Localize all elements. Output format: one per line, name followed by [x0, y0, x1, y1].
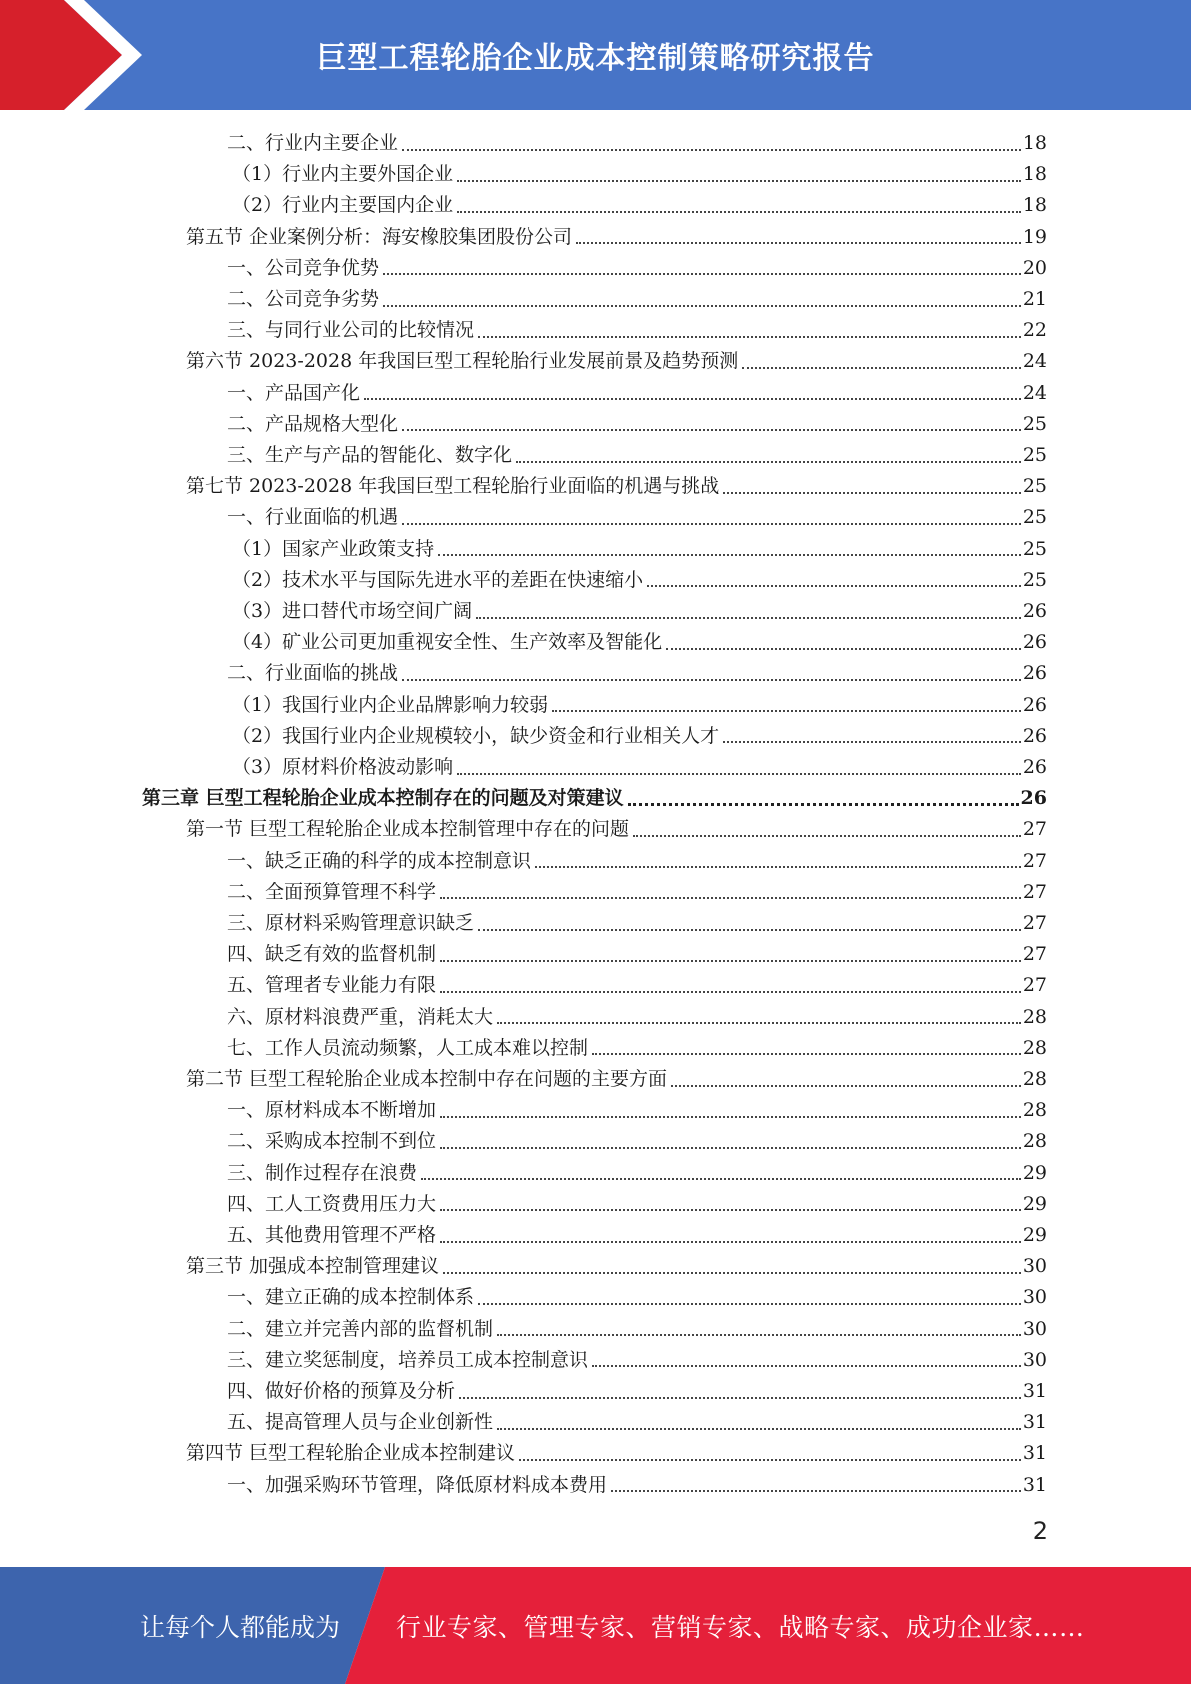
toc-entry-page: 25: [1022, 412, 1047, 435]
footer-banner: [0, 1567, 1191, 1684]
toc-entry-page: 27: [1022, 818, 1047, 841]
page-number: 2: [1032, 1517, 1048, 1545]
dot-leader: [402, 679, 1021, 681]
toc-entry[interactable]: [227, 1345, 1047, 1376]
toc-entry-page: 25: [1022, 568, 1047, 591]
toc-entry-page: 29: [1022, 1161, 1047, 1184]
dot-leader: [519, 1459, 1021, 1461]
toc-entry-label: 二、建立并完善内部的监督机制: [227, 1317, 494, 1340]
toc-entry[interactable]: [227, 253, 1047, 284]
dot-leader: [576, 242, 1021, 244]
report-header: [0, 0, 1191, 110]
dot-leader: [497, 1334, 1021, 1336]
toc-entry[interactable]: [227, 846, 1047, 877]
toc-entry-label: 第四节 巨型工程轮胎企业成本控制建议: [186, 1442, 516, 1465]
toc-entry[interactable]: [232, 159, 1047, 190]
toc-entry-label: 第二节 巨型工程轮胎企业成本控制中存在问题的主要方面: [186, 1068, 668, 1090]
dot-leader: [440, 1209, 1021, 1211]
dot-leader: [592, 1053, 1021, 1055]
toc-entry-label: （3）原材料价格波动影响: [232, 756, 454, 778]
toc-entry[interactable]: [227, 1158, 1047, 1189]
dot-leader: [476, 617, 1021, 619]
toc-entry-page: 25: [1022, 475, 1047, 498]
dot-leader: [440, 1241, 1021, 1243]
toc-entry[interactable]: [232, 690, 1047, 721]
toc-entry-label: 一、原材料成本不断增加: [227, 1099, 437, 1122]
dot-leader: [440, 960, 1021, 962]
dot-leader: [671, 1085, 1021, 1087]
dot-leader: [440, 897, 1021, 899]
toc-entry-page: 27: [1022, 912, 1047, 934]
toc-entry-page: 27: [1022, 880, 1047, 903]
dot-leader: [497, 1428, 1021, 1430]
toc-entry-page: 30: [1022, 1286, 1047, 1309]
toc-entry-label: （2）技术水平与国际先进水平的差距在快速缩小: [232, 568, 644, 591]
chevron-arrow-icon: [0, 0, 160, 110]
dot-leader: [478, 929, 1021, 931]
toc-section-entry[interactable]: [186, 814, 1047, 845]
toc-entry[interactable]: [227, 1033, 1047, 1064]
toc-entry-page: 22: [1022, 319, 1047, 342]
toc-entry[interactable]: [227, 1407, 1047, 1438]
dot-leader: [723, 492, 1021, 494]
toc-entry[interactable]: [227, 970, 1047, 1001]
toc-entry-page: 29: [1022, 1224, 1047, 1246]
toc-entry-page: 26: [1022, 600, 1047, 622]
dot-leader: [438, 554, 1021, 556]
toc-entry[interactable]: [227, 1189, 1047, 1220]
toc-entry-label: 三、建立奖惩制度，培养员工成本控制意识: [227, 1348, 589, 1371]
dot-leader: [364, 398, 1021, 400]
toc-entry[interactable]: [227, 502, 1047, 533]
toc-entry-page: 28: [1022, 1068, 1047, 1090]
dot-leader: [611, 1490, 1021, 1492]
toc-entry-page: 31: [1022, 1411, 1047, 1434]
toc-entry[interactable]: [227, 1314, 1047, 1345]
toc-entry[interactable]: [232, 596, 1047, 627]
dot-leader: [478, 1303, 1021, 1305]
toc-entry-page: 30: [1022, 1317, 1047, 1340]
toc-entry[interactable]: [232, 721, 1047, 752]
dot-leader: [383, 305, 1021, 307]
toc-entry-label: 一、建立正确的成本控制体系: [227, 1286, 475, 1309]
dot-leader: [628, 803, 1019, 806]
toc-entry-label: 五、提高管理人员与企业创新性: [227, 1411, 494, 1434]
dot-leader: [459, 1397, 1021, 1399]
toc-entry-page: 26: [1022, 756, 1047, 778]
footer-slogan-left: 让每个人都能成为: [140, 1612, 341, 1642]
toc-entry-label: 三、与同行业公司的比较情况: [227, 319, 475, 342]
toc-entry[interactable]: [232, 627, 1047, 658]
toc-entry[interactable]: [227, 908, 1047, 939]
toc-entry-label: （3）进口替代市场空间广阔: [232, 600, 473, 622]
toc-entry-page: 30: [1022, 1348, 1047, 1371]
toc-entry-label: 一、加强采购环节管理，降低原材料成本费用: [227, 1473, 608, 1496]
dot-leader: [535, 866, 1021, 868]
toc-entry[interactable]: [227, 128, 1047, 159]
toc-entry-page: 26: [1022, 724, 1047, 747]
toc-entry-label: 第五节 企业案例分析：海安橡胶集团股份公司: [186, 225, 573, 248]
toc-entry-label: （2）行业内主要国内企业: [232, 194, 454, 217]
dot-leader: [592, 1365, 1021, 1367]
toc-entry-page: 30: [1022, 1255, 1047, 1278]
toc-entry-page: 18: [1022, 132, 1047, 154]
toc-entry[interactable]: [232, 534, 1047, 565]
toc-entry-page: 20: [1022, 256, 1047, 279]
toc-entry-label: 二、行业面临的挑战: [227, 662, 399, 685]
toc-entry-page: 31: [1022, 1442, 1047, 1465]
toc-entry[interactable]: [227, 315, 1047, 346]
toc-entry-page: 26: [1022, 662, 1047, 685]
toc-entry-label: 三、制作过程存在浪费: [227, 1161, 418, 1184]
dot-leader: [723, 741, 1021, 743]
toc-entry-label: 第七节 2023-2028 年我国巨型工程轮胎行业面临的机遇与挑战: [186, 475, 720, 498]
toc-section-entry[interactable]: [186, 222, 1047, 253]
toc-entry-page: 26: [1022, 693, 1047, 716]
dot-leader: [402, 429, 1021, 431]
dot-leader: [402, 523, 1021, 525]
toc-entry-page: 25: [1022, 506, 1047, 529]
toc-entry-label: 一、产品国产化: [227, 381, 361, 404]
dot-leader: [440, 1116, 1021, 1118]
toc-entry[interactable]: [227, 1220, 1047, 1251]
toc-entry-page: 25: [1022, 537, 1047, 560]
toc-entry[interactable]: [227, 440, 1047, 471]
report-title: 巨型工程轮胎企业成本控制策略研究报告: [316, 41, 875, 76]
dot-leader: [633, 835, 1021, 837]
dot-leader: [497, 1022, 1021, 1024]
toc-entry[interactable]: [227, 409, 1047, 440]
dot-leader: [457, 773, 1021, 775]
dot-leader: [440, 1147, 1021, 1149]
toc-entry-page: 25: [1022, 444, 1047, 466]
dot-leader: [552, 710, 1021, 712]
toc-entry[interactable]: [227, 877, 1047, 908]
toc-entry-page: 27: [1022, 974, 1047, 997]
footer-slogan-right: 行业专家、管理专家、营销专家、战略专家、成功企业家……: [396, 1612, 1085, 1642]
toc-entry[interactable]: [227, 378, 1047, 409]
toc-entry-label: 四、做好价格的预算及分析: [227, 1380, 456, 1402]
toc-entry-page: 28: [1022, 1099, 1047, 1122]
toc-entry-page: 27: [1022, 849, 1047, 872]
dot-leader: [457, 180, 1021, 182]
toc-section-entry[interactable]: [186, 1064, 1047, 1095]
toc-entry[interactable]: [227, 658, 1047, 689]
toc-entry-label: 一、缺乏正确的科学的成本控制意识: [227, 849, 532, 872]
dot-leader: [402, 149, 1021, 151]
dot-leader: [647, 585, 1021, 587]
toc-entry-label: 七、工作人员流动频繁，人工成本难以控制: [227, 1036, 589, 1059]
toc-section-entry[interactable]: [186, 346, 1047, 377]
toc-entry-page: 31: [1022, 1473, 1047, 1496]
toc-entry-page: 24: [1022, 381, 1047, 404]
toc-entry-label: 二、全面预算管理不科学: [227, 880, 437, 903]
dot-leader: [440, 991, 1021, 993]
toc-entry-page: 18: [1022, 194, 1047, 217]
toc-entry[interactable]: [227, 939, 1047, 970]
toc-entry[interactable]: [227, 1470, 1047, 1501]
toc-entry[interactable]: [232, 565, 1047, 596]
toc-entry-label: 第一节 巨型工程轮胎企业成本控制管理中存在的问题: [186, 818, 630, 841]
dot-leader: [666, 648, 1021, 650]
dot-leader: [383, 273, 1021, 275]
toc-entry-label: （4）矿业公司更加重视安全性、生产效率及智能化: [232, 631, 663, 654]
toc-section-entry[interactable]: [186, 471, 1047, 502]
toc-section-entry[interactable]: [186, 1438, 1047, 1469]
toc-entry-page: 21: [1022, 288, 1047, 310]
toc-entry-page: 31: [1022, 1380, 1047, 1402]
toc-entry-page: 28: [1022, 1130, 1047, 1153]
toc-entry[interactable]: [227, 1376, 1047, 1407]
dot-leader: [457, 211, 1021, 213]
toc-entry-label: 一、行业面临的机遇: [227, 506, 399, 529]
toc-entry-label: 四、工人工资费用压力大: [227, 1192, 437, 1215]
toc-entry-page: 18: [1022, 163, 1047, 186]
dot-leader: [742, 367, 1021, 369]
toc-entry-label: 六、原材料浪费严重，消耗太大: [227, 1005, 494, 1028]
dot-leader: [516, 461, 1021, 463]
toc-entry-label: 四、缺乏有效的监督机制: [227, 943, 437, 966]
dot-leader: [421, 1178, 1021, 1180]
toc-entry-page: 27: [1022, 943, 1047, 966]
toc-entry-page: 29: [1022, 1192, 1047, 1215]
toc-entry[interactable]: [232, 190, 1047, 221]
toc-entry-label: 三、原材料采购管理意识缺乏: [227, 912, 475, 934]
toc-entry-label: 第三节 加强成本控制管理建议: [186, 1255, 440, 1278]
toc-entry-label: 三、生产与产品的智能化、数字化: [227, 444, 513, 466]
toc-entry-page: 24: [1022, 350, 1047, 373]
toc-entry-label: （2）我国行业内企业规模较小，缺少资金和行业相关人才: [232, 724, 720, 747]
toc-entry-label: 第六节 2023-2028 年我国巨型工程轮胎行业发展前景及趋势预测: [186, 350, 739, 373]
toc-entry[interactable]: [227, 1282, 1047, 1313]
toc-entry-label: 二、公司竞争劣势: [227, 288, 380, 310]
dot-leader: [478, 336, 1021, 338]
toc-entry-label: 二、采购成本控制不到位: [227, 1130, 437, 1153]
toc-entry[interactable]: [227, 284, 1047, 315]
toc-entry-label: 第三章 巨型工程轮胎企业成本控制存在的问题及对策建议: [142, 787, 624, 810]
toc-entry-label: 五、其他费用管理不严格: [227, 1224, 437, 1246]
toc-section-entry[interactable]: [186, 1251, 1047, 1282]
toc-entry-page: 28: [1022, 1036, 1047, 1059]
toc-entry[interactable]: [232, 752, 1047, 783]
toc-entry[interactable]: [227, 1002, 1047, 1033]
toc-entry-page: 19: [1022, 225, 1047, 248]
toc-chapter-entry[interactable]: [142, 783, 1047, 814]
toc-entry-page: 28: [1022, 1005, 1047, 1028]
toc-entry[interactable]: [227, 1126, 1047, 1157]
toc-entry-label: 一、公司竞争优势: [227, 256, 380, 279]
toc-entry-label: （1）我国行业内企业品牌影响力较弱: [232, 693, 549, 716]
toc-entry[interactable]: [227, 1095, 1047, 1126]
toc-entry-label: （1）国家产业政策支持: [232, 537, 435, 560]
toc-entry-label: （1）行业内主要外国企业: [232, 163, 454, 186]
toc-entry-label: 五、管理者专业能力有限: [227, 974, 437, 997]
toc-entry-page: 26: [1022, 631, 1047, 654]
toc-entry-label: 二、行业内主要企业: [227, 132, 399, 154]
toc-entry-page: 26: [1020, 787, 1047, 810]
toc-entry-label: 二、产品规格大型化: [227, 412, 399, 435]
dot-leader: [443, 1272, 1021, 1274]
